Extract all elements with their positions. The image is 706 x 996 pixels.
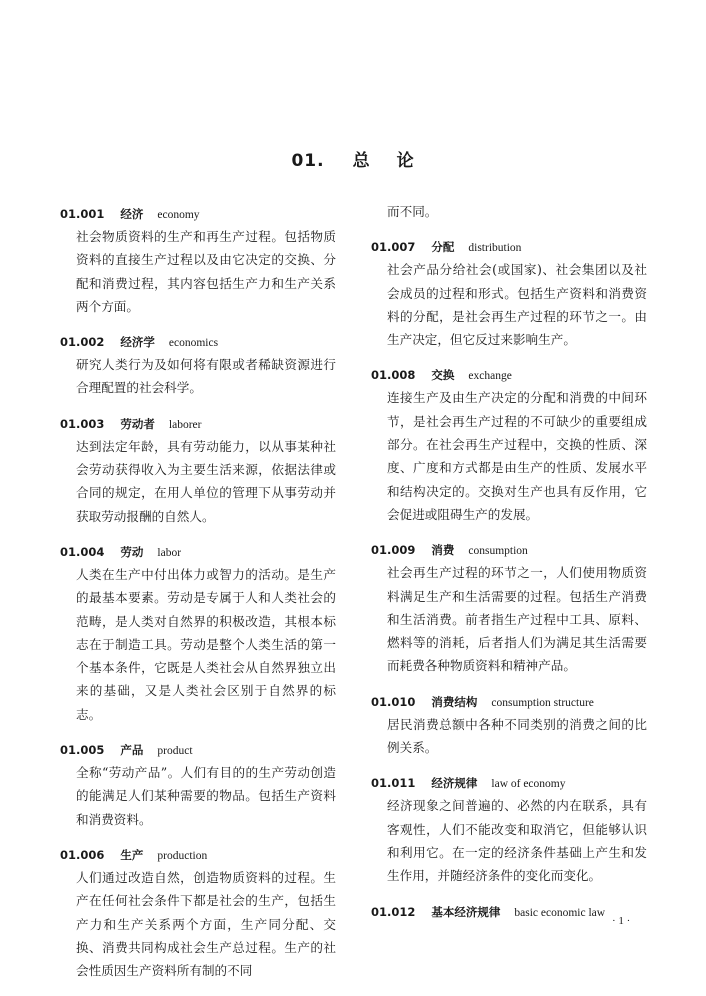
entry-definition: 达到法定年龄，具有劳动能力，以从事某种社会劳动获得收入为主要生活来源，依据法律或合同的规定，在用人单位的管理下从事劳动并获取劳动报酬的自然人。	[76, 438, 336, 524]
entry-term: 交换	[431, 368, 455, 383]
entry-term: 基本经济规律	[431, 904, 501, 919]
entry-english: distribution	[468, 242, 522, 255]
entry-definition: 居民消费总额中各种不同类别的消费之间的比例关系。	[387, 716, 647, 756]
entry-definition: 人们通过改造自然，创造物质资料的过程。生产在任何社会条件下都是社会的生产，包括生产力和生产关系两个方面，生产同分配、交换、消费共同构成社会生产总过程。生产的社会性质因生产资料所有制的不同	[76, 869, 336, 979]
entry-term: 劳动	[120, 544, 144, 559]
entry-code: 01.007	[371, 240, 416, 255]
term-entry	[371, 540, 647, 677]
entry-definition: 研究人类行为及如何将有限或者稀缺资源进行合理配置的社会科学。	[76, 357, 336, 396]
entry-code: 01.002	[60, 335, 105, 350]
entry-english: laborer	[168, 418, 202, 431]
term-entry	[371, 365, 647, 526]
entry-english: labor	[157, 546, 182, 559]
term-entry	[371, 902, 647, 923]
entry-english: consumption	[468, 545, 528, 558]
term-entry	[371, 692, 647, 760]
entry-term: 经济	[120, 207, 144, 221]
chapter-title-char-2: 论	[396, 151, 415, 171]
entry-code: 01.005	[60, 743, 105, 758]
entry-english: production	[157, 849, 208, 862]
entry-code: 01.003	[60, 416, 105, 431]
chapter-title-char-1: 总	[352, 151, 371, 171]
term-entry	[60, 845, 336, 982]
entry-term: 消费结构	[431, 694, 478, 709]
term-entry	[60, 414, 336, 528]
left-column	[60, 204, 336, 996]
entry-term: 经济规律	[431, 776, 478, 791]
entry-code: 01.012	[371, 904, 416, 919]
entry-definition: 全称“劳动产品”。人们有目的的生产劳动创造的能满足人们某种需要的物品。包括生产资料和消费资料。	[76, 765, 336, 827]
entry-term: 消费	[431, 543, 455, 558]
term-entry	[60, 332, 336, 400]
term-entry	[371, 237, 647, 351]
continued-text: 而不同。	[387, 204, 438, 219]
entry-term: 生产	[120, 847, 144, 862]
entry-english: exchange	[468, 370, 512, 383]
entry-term: 分配	[431, 240, 455, 255]
entry-english: economy	[157, 209, 200, 221]
entry-code: 01.006	[60, 847, 105, 862]
chapter-title	[0, 146, 706, 171]
entry-english: product	[157, 745, 193, 758]
entry-definition: 社会物质资料的生产和再生产过程。包括物质资料的直接生产过程以及由它决定的交换、分配和消费过程，其内容包括生产力和生产关系两个方面。	[76, 229, 336, 314]
term-entry	[60, 740, 336, 831]
entry-term: 经济学	[120, 335, 155, 350]
term-entry	[60, 204, 336, 318]
entry-definition: 连接生产及由生产决定的分配和消费的中间环节，是社会再生产过程的不可缺少的重要组成部分。在社会再生产过程中，交换的性质、深度、广度和方式都是由生产的性质、发展水平和结构决定的。交换对生产也具有反作用，它会促进或阻碍生产的发展。	[387, 390, 647, 522]
entry-definition: 社会再生产过程的环节之一，人们使用物质资料满足生产和生活需要的过程。包括生产消费和生活消费。前者指生产过程中工具、原料、燃料等的消耗，后者指人们为满足其生活需要而耗费各种物质资料和精神产品。	[387, 565, 647, 674]
term-entry	[60, 542, 336, 726]
entry-code: 01.001	[60, 207, 105, 221]
entry-english: economics	[168, 337, 219, 350]
entry-english: consumption structure	[491, 696, 594, 709]
entry-definition: 人类在生产中付出体力或智力的活动。是生产的最基本要素。劳动是专属于人和人类社会的范畴，是人类对自然界的积极改造，其根本标志在于制造工具。劳动是整个人类生活的第一个基本条件，它既是人类社会从自然界独立出来的基础，又是人类社会区别于自然界的标志。	[76, 566, 336, 722]
chapter-number: 01.	[291, 151, 325, 171]
entry-code: 01.009	[371, 543, 416, 558]
page-number: · 1 ·	[612, 915, 631, 927]
entry-english: law of economy	[491, 778, 566, 791]
entry-definition: 经济现象之间普遍的、必然的内在联系，具有客观性，人们不能改变和取消它，但能够认识和利用它。在一定的经济条件基础上产生和发生作用，并随经济条件的变化而变化。	[387, 798, 647, 884]
entry-term: 劳动者	[120, 416, 155, 431]
entry-code: 01.004	[60, 544, 105, 559]
entry-code: 01.010	[371, 694, 416, 709]
entry-definition: 社会产品分给社会(或国家)、社会集团以及社会成员的过程和形式。包括生产资料和消费资料的分配，是社会再生产过程的环节之一。由生产决定，但它反过来影响生产。	[387, 262, 647, 348]
term-entry	[371, 773, 647, 887]
entry-english: basic economic law	[514, 906, 606, 919]
entry-code: 01.011	[371, 776, 416, 791]
entry-term: 产品	[120, 743, 144, 758]
right-column	[371, 204, 647, 937]
entry-code: 01.008	[371, 368, 416, 383]
